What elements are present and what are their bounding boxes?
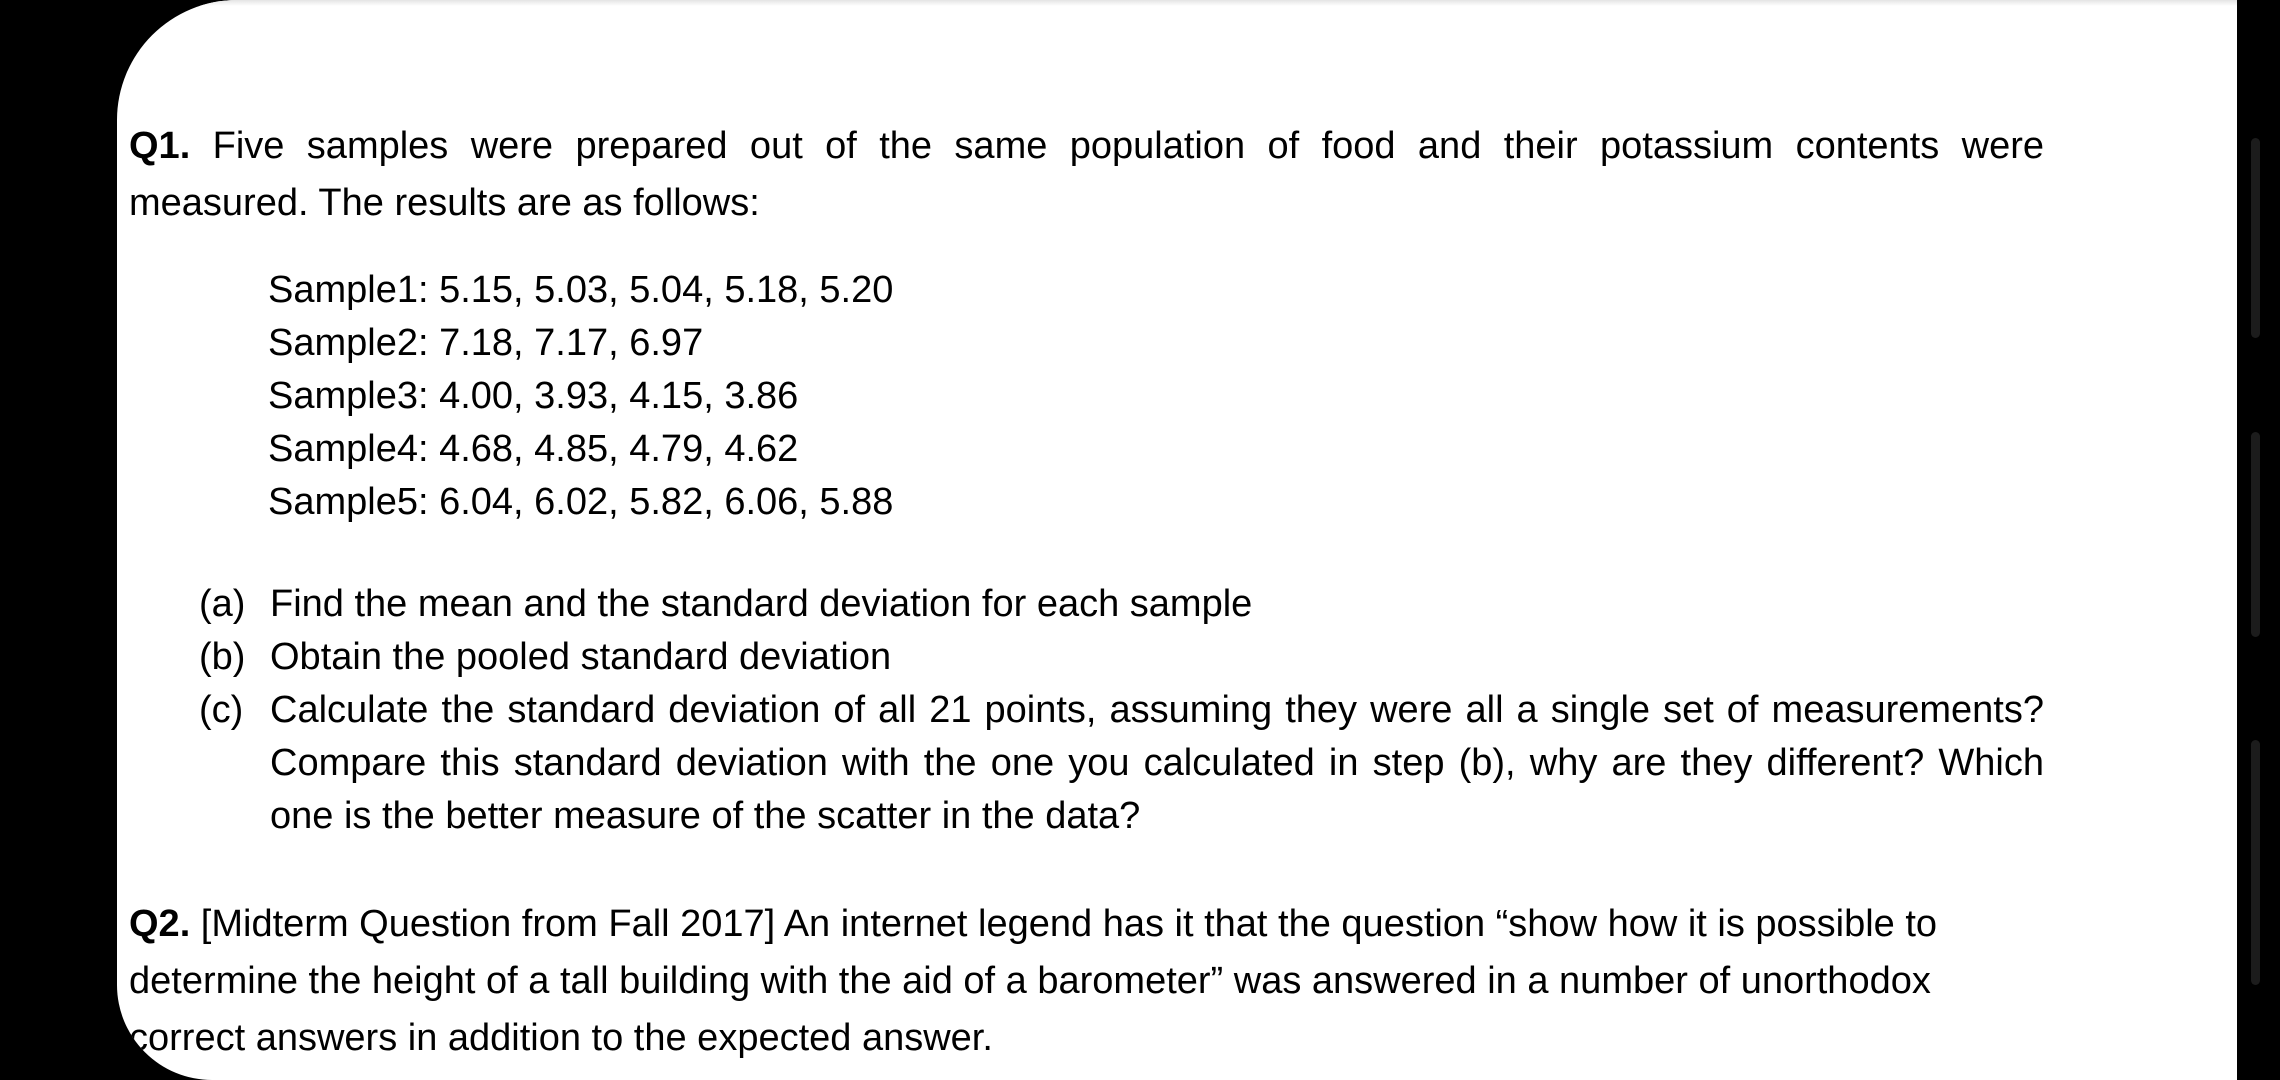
question-1-parts bbox=[199, 578, 2044, 843]
question-1-paragraph bbox=[129, 118, 2044, 232]
scroll-indicator[interactable] bbox=[2251, 432, 2260, 637]
part-text: Find the mean and the standard deviation for each sample bbox=[270, 583, 1253, 625]
question-2-label: Q2. bbox=[129, 903, 191, 945]
sample-line: Sample1: 5.15, 5.03, 5.04, 5.18, 5.20 bbox=[268, 269, 894, 311]
question-part-c bbox=[199, 684, 2044, 843]
question-part-b bbox=[199, 631, 2044, 684]
sample-line: Sample2: 7.18, 7.17, 6.97 bbox=[268, 322, 704, 364]
question-2-paragraph bbox=[129, 896, 2044, 1067]
sample-list bbox=[268, 264, 893, 529]
part-text: Calculate the standard deviation of all 21 points, assuming they were all a single set of measurements? Compare this standard deviation with the one you calculated in step (b), why are they different? Which one is the better measure of the scatter in the data? bbox=[270, 689, 2044, 837]
sample-line: Sample4: 4.68, 4.85, 4.79, 4.62 bbox=[268, 428, 799, 470]
top-edge-shadow bbox=[117, 0, 2237, 6]
part-label: (b) bbox=[199, 636, 246, 678]
question-part-a bbox=[199, 578, 2044, 631]
scroll-indicator[interactable] bbox=[2251, 138, 2260, 338]
scroll-indicator[interactable] bbox=[2251, 740, 2260, 985]
sample-line: Sample3: 4.00, 3.93, 4.15, 3.86 bbox=[268, 375, 799, 417]
question-1-label: Q1. bbox=[129, 125, 191, 167]
part-text: Obtain the pooled standard deviation bbox=[270, 636, 892, 678]
question-1-text: Five samples were prepared out of the same population of food and their potassium contents were measured. The results are as follows: bbox=[129, 125, 2044, 224]
sample-line: Sample5: 6.04, 6.02, 5.82, 6.06, 5.88 bbox=[268, 481, 894, 523]
document-page bbox=[117, 0, 2237, 1080]
question-2-text: [Midterm Question from Fall 2017] An internet legend has it that the question “show how it is possible to determine the height of a tall building with the aid of a barometer” was answered in a number of unorthodox correct answers in addition to the expected answer. bbox=[129, 903, 1938, 1059]
part-label: (a) bbox=[199, 583, 246, 625]
part-label: (c) bbox=[199, 689, 244, 731]
